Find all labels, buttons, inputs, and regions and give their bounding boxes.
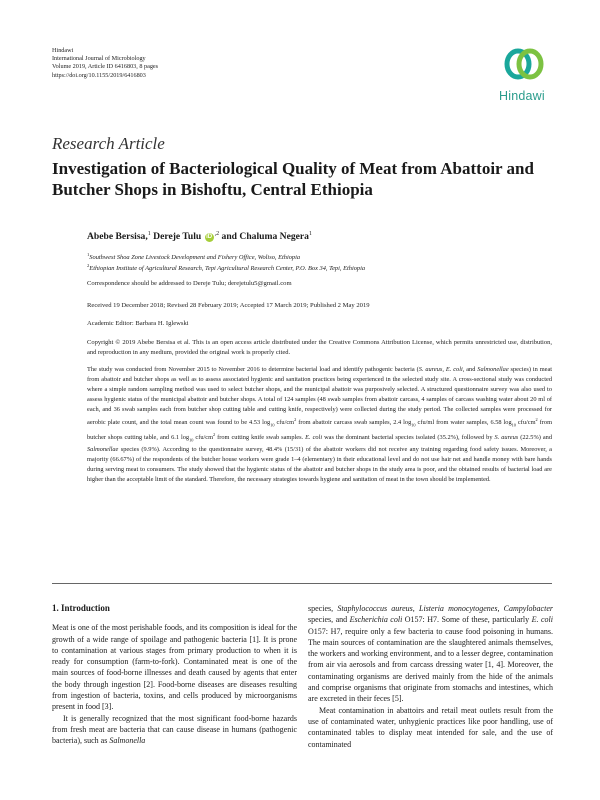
intro-paragraph-2-cont: species, Staphylococcus aureus, Listeria monocytogenes, Campylobacter species, and Escherichia coli O157: H7. Some of these, particularly E. coli O157: H7, require only a few bacteria to cause food poisoning in humans. The main sources of contamination are the slaughtered animals themselves, the workers and working environment, and to a lesser degree, contamination from air via aerosols and from carcass dressing water [1, 4]. Moreover, the contaminating organisms are derived mainly from the hide of the animals and comprise organisms that originate from stomachs and intestines, which are excreted in their feces [5]. [308, 604, 553, 704]
copyright-notice: Copyright © 2019 Abebe Bersisa et al. This is an open access article distributed under the Creative Commons Attribution License, which permits unrestricted use, distribution, and reproduction in any medium, provided the original work is properly cited. [87, 339, 552, 357]
author-3-affil: 1 [308, 231, 312, 237]
hindawi-logo-icon [496, 42, 552, 88]
hindawi-logo [496, 42, 552, 106]
article-title: Investigation of Bacteriological Quality of Meat from Abattoir and Butcher Shops in Bishoftu, Central Ethiopia [52, 159, 534, 199]
orcid-icon[interactable]: iD [206, 234, 213, 241]
author-2: Dereje Tulu [153, 231, 202, 243]
author-3: and Chaluma Negera [221, 231, 309, 243]
author-list [87, 231, 312, 242]
correspondence: Correspondence should be addressed to Dereje Tulu; derejetulu5@gmail.com [87, 280, 292, 287]
journal-volume: Volume 2019, Article ID 6416803, 8 pages [52, 63, 159, 71]
academic-editor: Academic Editor: Barbara H. Iglewski [87, 320, 189, 327]
journal-info [52, 47, 158, 80]
intro-paragraph-1: Meat is one of the most perishable foods, and its composition is ideal for the growth of a wide range of spoilage and pathogenic bacteria [1]. It is prone to contamination at various stages from primary production to when it is ready for consumption (farm-to-fork). Contaminated meat is one of the main sources of food-borne illnesses and death caused by agents that enter the body through ingestion [2]. Food-borne diseases are diseases resulting from ingestion of bacteria, toxins, and cells produced by microorganisms present in food [3]. [52, 623, 297, 712]
affiliation-1 [87, 252, 567, 261]
affiliation-2-text: Ethiopian Institute of Agricultural Research, Tepi Agricultural Research Center, P.O. Box 34, Tepi, Ethiopia [89, 265, 366, 273]
intro-left-column [52, 603, 297, 747]
publisher-name: Hindawi [52, 47, 74, 54]
section-heading-introduction: 1. Introduction [52, 603, 110, 613]
journal-doi[interactable]: https://doi.org/10.1155/2019/6416803 [52, 71, 146, 79]
intro-right-column [308, 603, 553, 750]
section-divider [52, 583, 552, 584]
intro-paragraph-3: Meat contamination in abattoirs and retail meat outlets result from the use of contaminated water, unhygienic practices like poor handling, use of contaminated tables to display meat intended for sale, and the use of contaminated [308, 705, 553, 749]
abstract: The study was conducted from November 2015 to November 2016 to determine bacterial load and identify pathogenic bacteria (S. aureus, E. coli, and Salmonellae species) in meat from abattoir and butcher shops as well as to assess associated hygienic and sanitation practices being experienced in the selected study site. A cross-sectional study was conducted where a simple random sampling method was used to select butcher shops, and the municipal abattoir was purposively selected. A structured questionnaire survey was also used to assess hygienic status of the municipal abattoir and butcher shops. A total of 124 samples (48 swab samples from abattoir carcass, 4 samples of carcass washing water about 20 ml of each, and 36 swab samples each from butcher shop cutting table and cutting knife, respectively) were collected during the study period. The collected samples were processed for aerobic plate count, and the total mean count was found to be 4.53 $\log_{10} cfu/cm^2$ from abattoir carcass swab samples, 2.4 $\log_{10} cfu/ml$ from water samples, 6.58 $\log_{10} cfu/cm^2$ from butcher shops cutting table, and 6.1 $\log_{10} cfu/cm^2$ from cutting knife swab samples. E. coli was the dominant bacterial species isolated (35.2%), followed by S. aureus (22.5%) and Salmonellae species (9.9%). According to the questionnaire survey, 48.4% (15/31) of the abattoir workers did not receive any training regarding food safety issues. Moreover, a majority (66.67%) of the respondents of the butcher house workers were grade 1–4 (elementary) in their educational level and do not use hair net and handle money with bare hands during serving meat to consumers. The study showed that the hygienic status of the abattoir and butcher shops in the study area is poor, and the obtained results of bacterial load are higher than the acceptable limit of the standard. Therefore, the necessary strategies towards hygiene and sanitation of meat in the town should be implemented. [87, 366, 553, 483]
author-1-affil: 1 [147, 231, 151, 237]
affiliation-2 [87, 263, 567, 272]
publication-dates: Received 19 December 2018; Revised 28 February 2019; Accepted 17 March 2019; Published 2 May 2019 [87, 302, 370, 309]
author-1: Abebe Bersisa, [87, 231, 148, 243]
article-type: Research Article [52, 134, 165, 153]
hindawi-wordmark: Hindawi [499, 89, 545, 103]
affiliation-1-number: 1 [87, 252, 90, 257]
author-2-affil: ,2 [214, 231, 220, 237]
journal-name: International Journal of Microbiology [52, 55, 146, 63]
affiliation-2-number: 2 [87, 263, 90, 268]
intro-paragraph-2: It is generally recognized that the most significant food-borne hazards from fresh meat are bacteria that can cause disease in humans (pathogenic bacteria), such as Salmonella [52, 713, 297, 746]
affiliation-1-text: Southwest Shoa Zone Livestock Development and Fishery Office, Woliso, Ethiopia [89, 254, 301, 262]
